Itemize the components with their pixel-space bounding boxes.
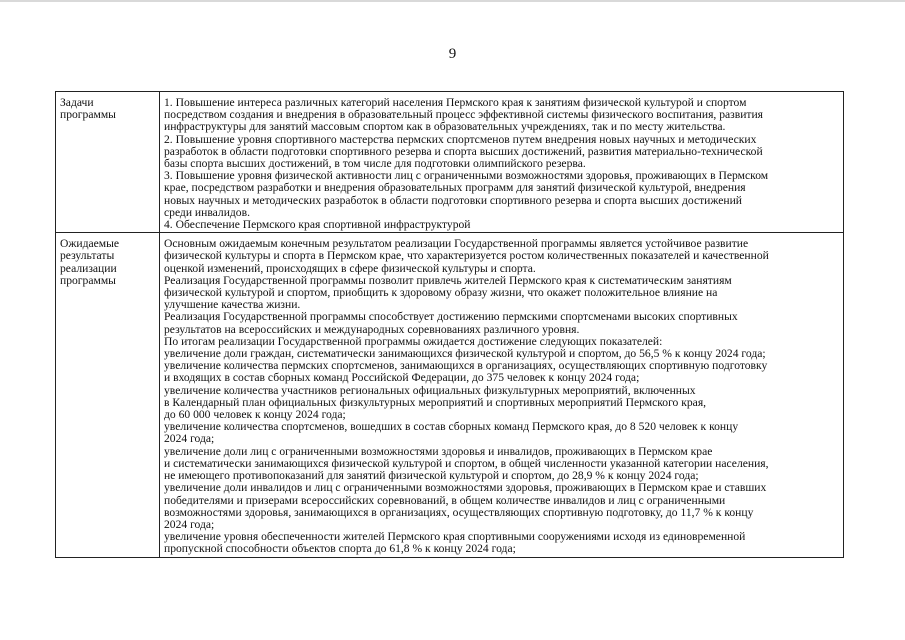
- text-line: Реализация Государственной программы способствует достижению пермскими спортсменами высоких спортивных: [164, 310, 738, 324]
- text-line: увеличение количества участников региональных официальных физкультурных мероприятий, включенных: [164, 383, 696, 397]
- label-line: реализации: [60, 261, 117, 275]
- text-line: базы спорта высших достижений, в том числе для подготовки олимпийского резерва.: [164, 157, 586, 171]
- text-line: 3. Повышение уровня физической активности лиц с ограниченными возможностями здоровья, проживающих в Пермском: [164, 169, 769, 183]
- label-line: программы: [60, 108, 116, 122]
- program-passport-table: [55, 91, 844, 558]
- text-line: и систематически занимающихся физической культурой и спортом, в общей численности указанной категории населения,: [164, 456, 769, 470]
- row-label-tasks: [56, 92, 160, 233]
- text-line: результатов на всероссийских и международных соревнованиях различного уровня.: [164, 322, 580, 336]
- label-line: программы: [60, 273, 116, 287]
- text-line: физической культуры и спорта в Пермском крае, что характеризуется ростом количественных показателей и качественной: [164, 249, 769, 263]
- text-line: улучшение качества жизни.: [164, 298, 301, 312]
- text-line: 4. Обеспечение Пермского края спортивной инфраструктурой: [164, 218, 471, 232]
- label-line: Задачи: [60, 96, 94, 109]
- text-line: среди инвалидов.: [164, 205, 250, 219]
- text-line: физической культурой и спортом, приобщить к здоровому образу жизни, что окажет положительное влияние на: [164, 286, 718, 300]
- text-line: посредством создания и внедрения в образовательный процесс эффективной системы физического воспитания, развития: [164, 108, 764, 122]
- text-line: пропускной способности объектов спорта до 61,8 % к концу 2024 года;: [164, 542, 516, 556]
- text-line: 1. Повышение интереса различных категорий населения Пермского края к занятиям физической культурой и спортом: [164, 96, 747, 109]
- text-line: По итогам реализации Государственной программы ожидается достижение следующих показателей:: [164, 334, 663, 348]
- label-line: результаты: [60, 249, 115, 263]
- text-line: и входящих в состав сборных команд Российской Федерации, до 375 человек к концу 2024 года;: [164, 371, 640, 385]
- page-number: 9: [448, 46, 457, 62]
- text-line: увеличение количества пермских спортсменов, занимающихся в организациях, осуществляющих спортивную подготовку: [164, 359, 768, 373]
- label-line: Ожидаемые: [60, 237, 120, 251]
- table-row-tasks: [56, 92, 844, 233]
- text-line: разработок в области подготовки спортивного резерва и спорта высших достижений, развития материально-технической: [164, 144, 763, 158]
- text-line: 2024 года;: [164, 432, 215, 446]
- text-line: увеличение доли лиц с ограниченными возможностями здоровья и инвалидов, проживающих в Пермском крае: [164, 444, 713, 458]
- text-line: Реализация Государственной программы позволит привлечь жителей Пермского края к систематическим занятиям: [164, 273, 732, 287]
- text-line: до 60 000 человек к концу 2024 года;: [164, 408, 346, 422]
- text-line: увеличение доли граждан, систематически занимающихся физической культурой и спортом, до 56,5 % к концу 2024 года;: [164, 347, 766, 361]
- text-line: увеличение уровня обеспеченности жителей Пермского края спортивными сооружениями исходя из единовременной: [164, 530, 746, 544]
- text-line: увеличение количества спортсменов, вошедших в состав сборных команд Пермского края, до 8 520 человек к концу: [164, 420, 739, 434]
- text-line: не имеющего противопоказаний для занятий физической культурой и спортом, до 28,9 % к концу 2024 года;: [164, 469, 699, 483]
- text-line: оценкой изменений, происходящих в сфере физической культуры и спорта.: [164, 261, 536, 275]
- row-content-tasks: [160, 92, 844, 233]
- text-line: 2024 года;: [164, 517, 215, 531]
- text-line: увеличение доли инвалидов и лиц с ограниченными возможностями здоровья, проживающих в Пермском крае и ставших: [164, 481, 767, 495]
- text-line: победителями и призерами всероссийских соревнований, в общем количестве инвалидов и лиц с ограниченными: [164, 493, 726, 507]
- text-line: новых научных и методических разработок в области подготовки спортивного резерва и спорта высших достижений: [164, 193, 742, 207]
- text-line: возможностями здоровья, занимающихся в организациях, осуществляющих спортивную подготовку, до 11,7 % к концу: [164, 505, 754, 519]
- text-line: инфраструктуры для занятий массовым спортом как в образовательных учреждениях, так и по месту жительства.: [164, 120, 726, 134]
- text-line: Основным ожидаемым конечным результатом реализации Государственной программы является устойчивое развитие: [164, 237, 749, 251]
- page-top-edge: [0, 0, 905, 2]
- row-content-results: [160, 233, 844, 557]
- table-row-results: [56, 233, 844, 557]
- text-line: 2. Повышение уровня спортивного мастерства пермских спортсменов путем внедрения новых научных и методических: [164, 132, 757, 146]
- text-line: крае, посредством разработки и внедрения образовательных программ для занятий физической культурой, внедрения: [164, 181, 746, 195]
- text-line: в Календарный план официальных физкультурных мероприятий и спортивных мероприятий Пермского края,: [164, 395, 707, 409]
- row-label-results: [56, 233, 160, 557]
